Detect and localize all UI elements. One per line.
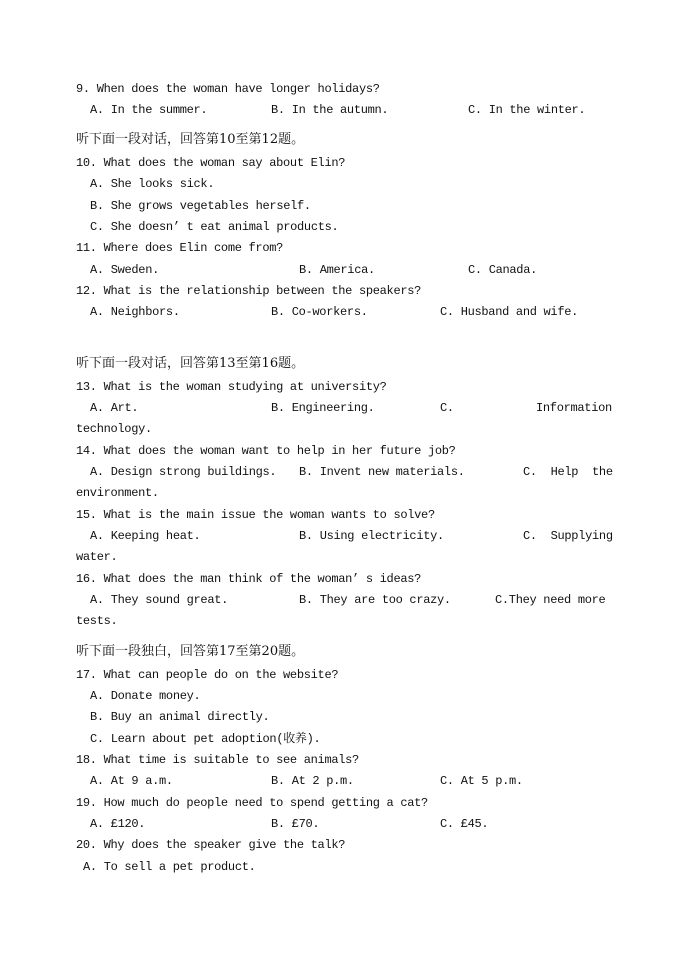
q18-option-b: B. At 2 p.m. [271,774,354,788]
q12-option-a: A. Neighbors. [90,305,180,319]
q20-option-a: A. To sell a pet product. [83,860,256,874]
q9-option-c: C. In the winter. [468,103,586,117]
q17-option-a: A. Donate money. [90,689,201,703]
q11-option-b: B. America. [299,263,375,277]
q9-option-a: A. In the summer. [90,103,208,117]
q16-option-c: C.They need more [495,593,606,607]
q17-option-c: C. Learn about pet adoption(收养). [90,732,321,746]
q13-option-c-continued: technology. [76,422,152,436]
q13-option-a: A. Art. [90,401,139,415]
question-19: 19. How much do people need to spend getting a cat? [76,796,428,810]
question-18: 18. What time is suitable to see animals? [76,753,359,767]
q11-option-c: C. Canada. [468,263,538,277]
q16-option-b: B. They are too crazy. [299,593,451,607]
q18-option-a: A. At 9 a.m. [90,774,173,788]
q14-option-a: A. Design strong buildings. [90,465,277,479]
q19-option-c: C. £45. [440,817,489,831]
q15-option-b: B. Using electricity. [299,529,444,543]
question-14: 14. What does the woman want to help in her future job? [76,444,456,458]
q13-option-c-label: C. [440,401,454,415]
question-11: 11. Where does Elin come from? [76,241,284,255]
question-20: 20. Why does the speaker give the talk? [76,838,346,852]
q16-option-a: A. They sound great. [90,593,229,607]
q11-option-a: A. Sweden. [90,263,160,277]
q14-option-c-continued: environment. [76,486,159,500]
question-10: 10. What does the woman say about Elin? [76,156,346,170]
q15-option-c-continued: water. [76,550,118,564]
q10-option-c: C. She doesn’ t eat animal products. [90,220,339,234]
q15-option-a: A. Keeping heat. [90,529,201,543]
q19-option-a: A. £120. [90,817,146,831]
q10-option-a: A. She looks sick. [90,177,215,191]
q19-option-b: B. £70. [271,817,320,831]
section-heading-13-16: 听下面一段对话，回答第13至第16题。 [76,356,305,371]
question-17: 17. What can people do on the website? [76,668,339,682]
q14-option-c: C. Help the [523,465,613,479]
q12-option-b: B. Co-workers. [271,305,368,319]
q16-option-c-continued: tests. [76,614,118,628]
question-16: 16. What does the man think of the woman’ s ideas? [76,572,422,586]
q12-option-c: C. Husband and wife. [440,305,579,319]
q13-option-b: B. Engineering. [271,401,375,415]
q17-option-b: B. Buy an animal directly. [90,710,270,724]
question-13: 13. What is the woman studying at university? [76,380,387,394]
section-heading-17-20: 听下面一段独白，回答第17至第20题。 [76,644,305,659]
q13-option-c-text: Information [536,401,612,415]
q14-option-b: B. Invent new materials. [299,465,465,479]
question-15: 15. What is the main issue the woman wants to solve? [76,508,435,522]
question-9: 9. When does the woman have longer holidays? [76,82,380,96]
q15-option-c: C. Supplying [523,529,613,543]
section-heading-10-12: 听下面一段对话，回答第10至第12题。 [76,132,305,147]
q9-option-b: B. In the autumn. [271,103,389,117]
q10-option-b: B. She grows vegetables herself. [90,199,311,213]
q18-option-c: C. At 5 p.m. [440,774,523,788]
question-12: 12. What is the relationship between the speakers? [76,284,422,298]
